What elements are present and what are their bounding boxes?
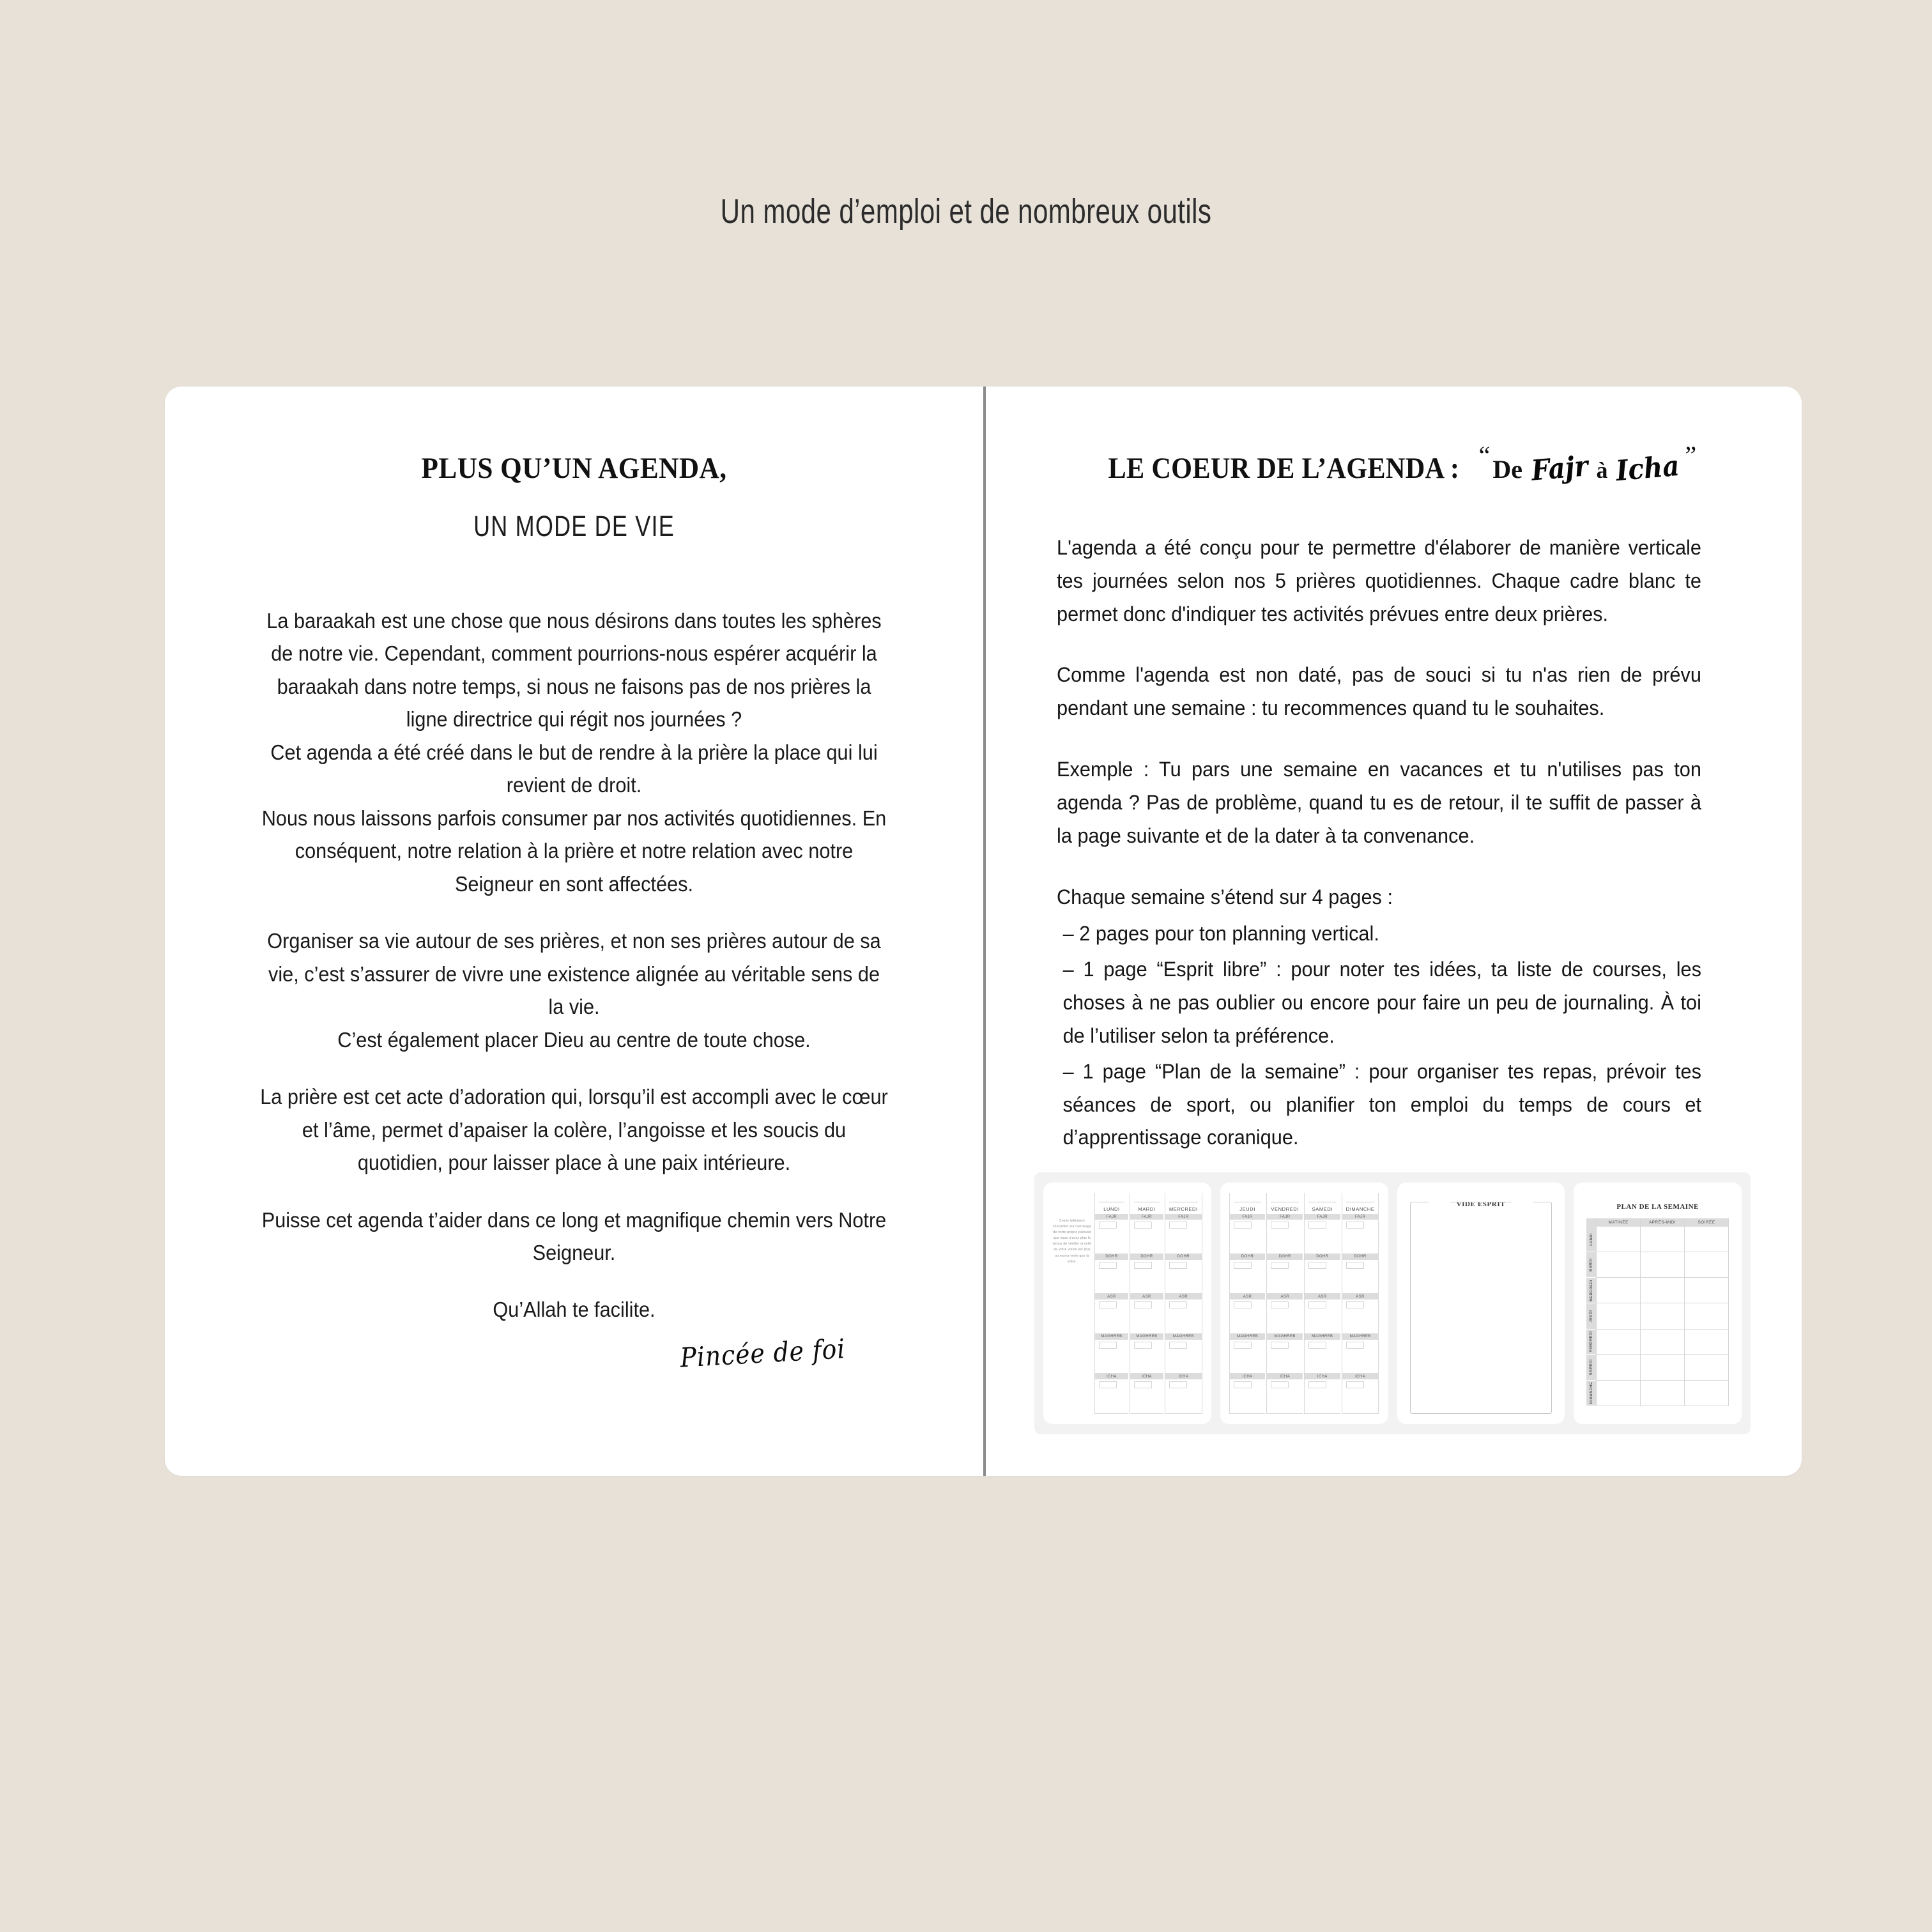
prayer-entry-cell[interactable] [1267, 1260, 1303, 1294]
prayer-block [1095, 1254, 1128, 1294]
plan-semaine-column [1685, 1218, 1729, 1406]
prayer-block [1342, 1214, 1379, 1254]
right-heading [1057, 441, 1728, 488]
left-page [165, 387, 983, 1476]
prayer-label: ICHA [1130, 1374, 1163, 1379]
plan-semaine-cell[interactable] [1597, 1227, 1640, 1252]
prayer-label: DOHR [1305, 1254, 1340, 1260]
prayer-entry-cell[interactable] [1342, 1260, 1379, 1294]
planning-day-column [1342, 1193, 1379, 1414]
left-paragraph-1: La baraakah est une chose que nous désirons dans toutes les sphères de notre vie. Cependant, comment pourrions-nous espérer acquérir la baraakah dans notre temps, si nous ne faisons pas de nos prières la ligne directrice qui régit nos journées ? Cet agenda a été créé dans le but de rendre à la prière la place qui lui revient de droit. Nous nous laissons parfois consumer par nos activités quotidiennes. En conséquent, notre relation à la prière et notre relation avec notre Seigneur en sont affectées. [261, 609, 887, 896]
left-paragraph-5: Qu’Allah te facilite. [493, 1298, 656, 1322]
prayer-entry-cell[interactable] [1230, 1300, 1266, 1334]
prayer-entry-cell[interactable] [1267, 1300, 1303, 1334]
prayer-entry-cell[interactable] [1130, 1300, 1163, 1334]
planning-day-label: JEUDI [1234, 1202, 1262, 1214]
plan-semaine-day-label: MERCREDI [1586, 1278, 1596, 1303]
prayer-block [1130, 1334, 1163, 1374]
prayer-entry-cell[interactable] [1095, 1220, 1128, 1254]
prayer-block [1130, 1294, 1163, 1334]
right-paragraph-1: L'agenda a été conçu pour te permettre d'élaborer de manière verticale tes journées selon nos 5 prières quotidiennes. Chaque cadre blanc te permet donc d'indiquer tes activités prévues entre deux prières. [1057, 536, 1701, 625]
prayer-label: DOHR [1230, 1254, 1266, 1260]
plan-semaine-cell[interactable] [1685, 1381, 1728, 1406]
prayer-block [1230, 1294, 1266, 1334]
plan-semaine-column [1641, 1218, 1685, 1406]
plan-semaine-cell[interactable] [1597, 1355, 1640, 1381]
prayer-block [1305, 1214, 1340, 1254]
plan-semaine-cell[interactable] [1597, 1330, 1640, 1355]
right-body-text [1057, 532, 1701, 1154]
planning-day-column [1130, 1193, 1163, 1414]
prayer-label: MAGHREB [1267, 1334, 1303, 1340]
prayer-label: FAJR [1305, 1214, 1340, 1220]
plan-semaine-cell[interactable] [1685, 1355, 1728, 1381]
prayer-entry-cell[interactable] [1305, 1260, 1340, 1294]
plan-semaine-day-label: JEUDI [1586, 1303, 1596, 1329]
prayer-entry-cell[interactable] [1095, 1260, 1128, 1294]
plan-semaine-day-label: VENDREDI [1586, 1330, 1596, 1355]
prayer-block [1267, 1214, 1303, 1254]
right-list-item-2: – 1 page “Esprit libre” : pour noter tes idées, ta liste de courses, les choses à ne pas oublier ou encore pour faire un peu de journaling. À toi de l’utiliser selon ta préférence. [1062, 958, 1701, 1047]
plan-semaine-cell[interactable] [1641, 1252, 1684, 1278]
prayer-label: ASR [1165, 1294, 1202, 1300]
prayer-label: DOHR [1342, 1254, 1379, 1260]
prayer-label: ICHA [1305, 1374, 1340, 1379]
prayer-block [1230, 1374, 1266, 1414]
plan-semaine-cell[interactable] [1641, 1355, 1684, 1381]
prayer-block [1342, 1254, 1379, 1294]
plan-semaine-cell[interactable] [1597, 1252, 1640, 1278]
quote-open-glyph: “ [1478, 441, 1491, 470]
prayer-block [1165, 1214, 1202, 1254]
prayer-entry-cell[interactable] [1130, 1260, 1163, 1294]
right-page [983, 387, 1802, 1476]
plan-semaine-cell[interactable] [1641, 1278, 1684, 1303]
prayer-label: DOHR [1267, 1254, 1303, 1260]
plan-semaine-column-header: SOIRÉE [1685, 1218, 1728, 1227]
left-subheading: UN MODE DE VIE [473, 510, 675, 542]
right-paragraph-3: Exemple : Tu pars une semaine en vacances et tu n'utilises pas ton agenda ? Pas de problème, quand tu es de retour, il te suffit de passer à la page suivante et de la dater à ta convenance. [1057, 758, 1701, 847]
plan-semaine-corner [1586, 1218, 1596, 1227]
quote-close-glyph: ” [1685, 441, 1697, 470]
prayer-block [1230, 1254, 1266, 1294]
prayer-label: MAGHREB [1130, 1334, 1163, 1340]
plan-semaine-cell[interactable] [1641, 1227, 1684, 1252]
prayer-block [1095, 1334, 1128, 1374]
right-list-item-3: – 1 page “Plan de la semaine” : pour organiser tes repas, prévoir tes séances de sport, ou planifier ton emploi du temps de cours et d’apprentissage coranique. [1062, 1059, 1701, 1149]
plan-semaine-cell[interactable] [1597, 1278, 1640, 1303]
prayer-block [1267, 1254, 1303, 1294]
prayer-label: MAGHREB [1342, 1334, 1379, 1340]
planning-day-label: DIMANCHE [1346, 1202, 1375, 1214]
prayer-entry-cell[interactable] [1267, 1220, 1303, 1254]
prayer-entry-cell[interactable] [1267, 1340, 1303, 1374]
left-heading: PLUS QU’UN AGENDA, [421, 452, 727, 485]
planning-day-column [1266, 1193, 1303, 1414]
prayer-label: FAJR [1230, 1214, 1266, 1220]
planning-day-label: SAMEDI [1308, 1202, 1337, 1214]
prayer-label: FAJR [1267, 1214, 1303, 1220]
prayer-block [1305, 1254, 1340, 1294]
prayer-label: FAJR [1130, 1214, 1163, 1220]
right-paragraph-2: Comme l'agenda est non daté, pas de souci si tu n'as rien de prévu pendant une semaine : tu recommences quand tu le souhaites. [1057, 663, 1701, 720]
vide-esprit-frame [1410, 1202, 1552, 1414]
prayer-label: ICHA [1230, 1374, 1266, 1379]
planning-side-quote: Soyez tellement concentré sur l’arrosage de votre propre pelouse que vous n’avez plus le temps de vérifier si celle de votre voisin est plus ou moins verte que la vôtre. [1052, 1219, 1092, 1264]
prayer-entry-cell[interactable] [1130, 1340, 1163, 1374]
prayer-block [1305, 1374, 1340, 1414]
prayer-label: FAJR [1165, 1214, 1202, 1220]
prayer-label: MAGHREB [1305, 1334, 1340, 1340]
prayer-block [1230, 1334, 1266, 1374]
prayer-entry-cell[interactable] [1165, 1220, 1202, 1254]
prayer-entry-cell[interactable] [1165, 1379, 1202, 1414]
right-list-intro: Chaque semaine s’étend sur 4 pages : [1057, 885, 1393, 908]
prayer-label: ASR [1095, 1294, 1128, 1300]
plan-semaine-cell[interactable] [1597, 1381, 1640, 1406]
prayer-block [1267, 1374, 1303, 1414]
left-body-text [259, 604, 889, 1326]
vide-esprit-title: VIDE ESPRIT [1456, 1200, 1506, 1208]
page-title: Un mode d’emploi et de nombreux outils [720, 192, 1212, 231]
prayer-entry-cell[interactable] [1267, 1379, 1303, 1414]
prayer-label: MAGHREB [1095, 1334, 1128, 1340]
signature-pincee-de-foi: Pincée de foi [679, 1333, 847, 1374]
prayer-label: FAJR [1095, 1214, 1128, 1220]
prayer-block [1130, 1254, 1163, 1294]
planning-day-column [1165, 1193, 1202, 1414]
right-heading-de: De [1492, 455, 1523, 484]
right-heading-a: à [1596, 457, 1608, 483]
prayer-entry-cell[interactable] [1305, 1300, 1340, 1334]
thumbnail-planning-page-2[interactable] [1220, 1183, 1388, 1424]
prayer-block [1267, 1334, 1303, 1374]
plan-semaine-cell[interactable] [1641, 1381, 1684, 1406]
prayer-block [1267, 1294, 1303, 1334]
prayer-label: ICHA [1267, 1374, 1303, 1379]
prayer-block [1130, 1374, 1163, 1414]
plan-semaine-cell[interactable] [1641, 1303, 1684, 1329]
prayer-entry-cell[interactable] [1165, 1300, 1202, 1334]
planning-day-label: MARDI [1134, 1202, 1160, 1214]
plan-semaine-table [1583, 1218, 1733, 1406]
prayer-entry-cell[interactable] [1305, 1379, 1340, 1414]
prayer-entry-cell[interactable] [1342, 1300, 1379, 1334]
plan-semaine-column-header: MATINÉE [1597, 1218, 1640, 1227]
prayer-entry-cell[interactable] [1342, 1340, 1379, 1374]
prayer-entry-cell[interactable] [1095, 1340, 1128, 1374]
planning-day-label: LUNDI [1099, 1202, 1124, 1214]
plan-semaine-column-header: APRÈS-MIDI [1641, 1218, 1684, 1227]
planning-day-label: VENDREDI [1271, 1202, 1299, 1214]
thumbnail-plan-de-la-semaine[interactable] [1574, 1183, 1742, 1424]
prayer-entry-cell[interactable] [1305, 1220, 1340, 1254]
prayer-block [1342, 1374, 1379, 1414]
plan-semaine-cell[interactable] [1685, 1252, 1728, 1278]
prayer-entry-cell[interactable] [1305, 1340, 1340, 1374]
right-heading-serif: LE COEUR DE L’AGENDA : [1108, 452, 1460, 485]
prayer-block [1165, 1334, 1202, 1374]
prayer-label: FAJR [1342, 1214, 1379, 1220]
prayer-label: ASR [1342, 1294, 1379, 1300]
prayer-block [1342, 1334, 1379, 1374]
prayer-entry-cell[interactable] [1095, 1379, 1128, 1414]
planning-day-column [1304, 1193, 1340, 1414]
prayer-entry-cell[interactable] [1230, 1260, 1266, 1294]
agenda-spread [165, 387, 1802, 1476]
prayer-entry-cell[interactable] [1130, 1379, 1163, 1414]
prayer-label: ASR [1267, 1294, 1303, 1300]
prayer-label: ASR [1230, 1294, 1266, 1300]
prayer-entry-cell[interactable] [1230, 1220, 1266, 1254]
plan-semaine-cell[interactable] [1685, 1227, 1728, 1252]
left-paragraph-4: Puisse cet agenda t’aider dans ce long et magnifique chemin vers Notre Seigneur. [261, 1208, 887, 1264]
thumbnail-vide-esprit[interactable] [1397, 1183, 1565, 1424]
prayer-entry-cell[interactable] [1230, 1379, 1266, 1414]
right-heading-fajr: Fajr [1529, 450, 1590, 487]
prayer-label: MAGHREB [1165, 1334, 1202, 1340]
prayer-block [1095, 1214, 1128, 1254]
prayer-block [1165, 1254, 1202, 1294]
prayer-entry-cell[interactable] [1130, 1220, 1163, 1254]
prayer-block [1095, 1374, 1128, 1414]
planning-day-column [1229, 1193, 1266, 1414]
prayer-block [1165, 1374, 1202, 1414]
prayer-entry-cell[interactable] [1165, 1260, 1202, 1294]
prayer-label: MAGHREB [1230, 1334, 1266, 1340]
planning-day-column [1094, 1193, 1128, 1414]
left-paragraph-3: La prière est cet acte d’adoration qui, lorsqu’il est accompli avec le cœur et l’âme, permet d’apaiser la colère, l’angoisse et les soucis du quotidien, pour laisser place à une paix intérieure. [260, 1085, 888, 1175]
prayer-label: ASR [1130, 1294, 1163, 1300]
plan-semaine-day-label: DIMANCHE [1586, 1381, 1596, 1406]
plan-semaine-cell[interactable] [1685, 1278, 1728, 1303]
prayer-block [1342, 1294, 1379, 1334]
thumbnail-strip [1034, 1172, 1751, 1434]
prayer-label: ICHA [1342, 1374, 1379, 1379]
prayer-entry-cell[interactable] [1342, 1220, 1379, 1254]
plan-semaine-cell[interactable] [1641, 1330, 1684, 1355]
plan-semaine-day-label: LUNDI [1586, 1227, 1596, 1252]
prayer-block [1305, 1294, 1340, 1334]
prayer-block [1305, 1334, 1340, 1374]
prayer-label: ASR [1305, 1294, 1340, 1300]
prayer-entry-cell[interactable] [1230, 1340, 1266, 1374]
thumbnail-planning-page-1[interactable] [1043, 1183, 1211, 1424]
planning-day-label: MERCREDI [1169, 1202, 1198, 1214]
plan-semaine-day-label: MARDI [1586, 1252, 1596, 1278]
prayer-label: ICHA [1165, 1374, 1202, 1379]
prayer-label: DOHR [1130, 1254, 1163, 1260]
prayer-entry-cell[interactable] [1165, 1340, 1202, 1374]
prayer-entry-cell[interactable] [1095, 1300, 1128, 1334]
plan-semaine-cell[interactable] [1685, 1330, 1728, 1355]
prayer-label: DOHR [1165, 1254, 1202, 1260]
left-paragraph-2: Organiser sa vie autour de ses prières, et non ses prières autour de sa vie, c’est s’assurer de vivre une existence alignée au véritable sens de la vie. C’est également placer Dieu au centre de toute chose. [267, 929, 881, 1052]
prayer-block [1230, 1214, 1266, 1254]
prayer-label: ICHA [1095, 1374, 1128, 1379]
prayer-block [1095, 1294, 1128, 1334]
prayer-block [1130, 1214, 1163, 1254]
prayer-entry-cell[interactable] [1342, 1379, 1379, 1414]
right-list-item-1: – 2 pages pour ton planning vertical. [1062, 922, 1379, 946]
plan-semaine-title: PLAN DE LA SEMAINE [1616, 1203, 1699, 1211]
prayer-label: DOHR [1095, 1254, 1128, 1260]
plan-semaine-cell[interactable] [1685, 1303, 1728, 1329]
plan-semaine-day-label: SAMEDI [1586, 1355, 1596, 1381]
right-heading-icha: Icha [1614, 449, 1682, 488]
plan-semaine-cell[interactable] [1597, 1303, 1640, 1329]
plan-semaine-column [1596, 1218, 1641, 1406]
prayer-block [1165, 1294, 1202, 1334]
